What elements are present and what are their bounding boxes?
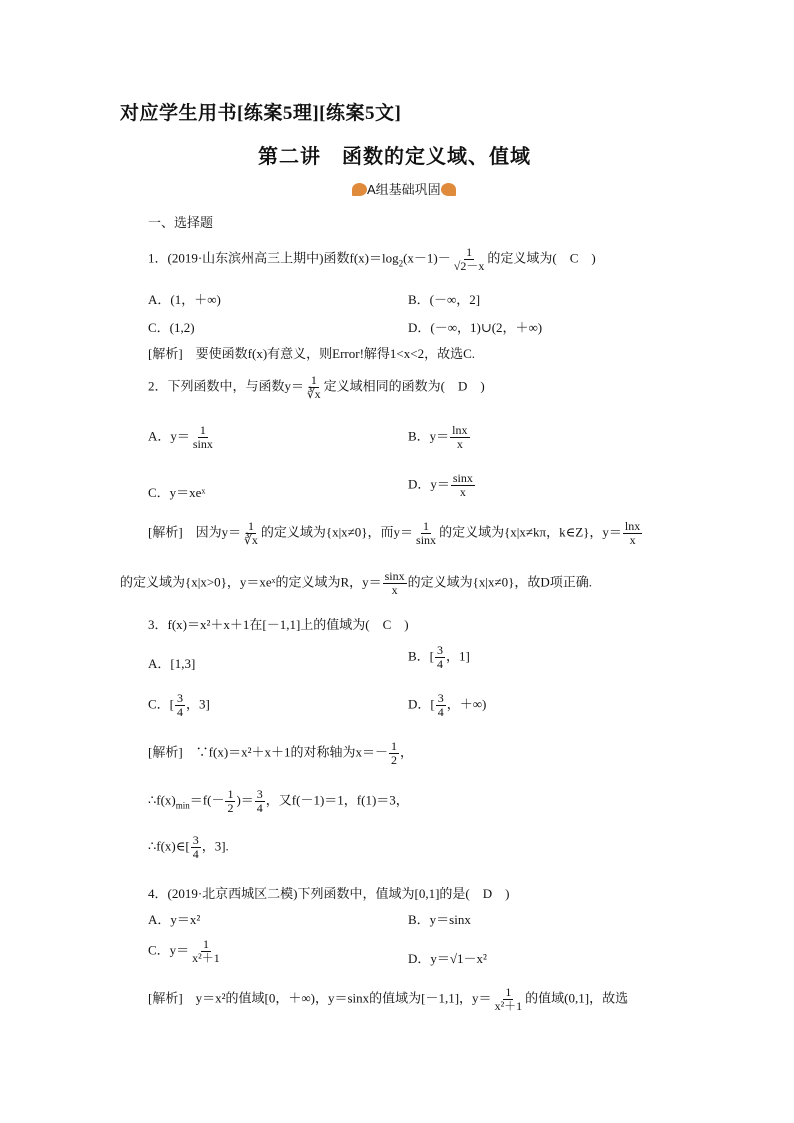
q1-option-d: D．(－∞，1)∪(2，＋∞) <box>408 320 543 335</box>
option-prefix: B．[ <box>408 648 435 664</box>
option-fraction <box>451 472 475 499</box>
q1-option-c: C．(1,2) <box>148 320 195 335</box>
q1-option-b: B．(－∞，2] <box>408 292 481 307</box>
q2-stem-text: 2．下列函数中，与函数y＝ <box>148 378 305 394</box>
analysis-fraction <box>414 520 438 547</box>
q3-option-b <box>408 644 470 671</box>
frac-num: 1 <box>202 937 209 951</box>
analysis-text: ∴f(x) <box>148 792 176 808</box>
frac-den: 4 <box>437 657 444 672</box>
frac-den: x²＋1 <box>192 951 220 966</box>
frac-num: 1 <box>466 245 473 259</box>
q2-option-a <box>148 424 216 451</box>
frac-den: x <box>629 533 636 548</box>
frac-den: x <box>456 437 463 452</box>
q4-analysis <box>148 986 628 1013</box>
analysis-text: ，3]. <box>201 838 229 854</box>
option-fraction <box>435 644 445 671</box>
frac-den: x <box>391 583 398 598</box>
analysis-text: [解析] ∵f(x)＝x²＋x＋1的对称轴为x＝－ <box>148 744 389 760</box>
q1-option-a: A．(1，＋∞) <box>148 292 221 307</box>
q4-option-b: B．y＝sinx <box>408 912 471 927</box>
q3-option-c <box>148 692 210 719</box>
analysis-fraction <box>191 834 201 861</box>
q4-option-a: A．y＝x² <box>148 912 201 927</box>
analysis-text: ，又f(－1)＝1，f(1)＝3， <box>265 792 409 808</box>
frac-num: 3 <box>256 787 263 801</box>
analysis-fraction <box>242 520 260 547</box>
frac-num: 3 <box>177 691 184 705</box>
frac-den: ∛x <box>307 387 321 402</box>
frac-num: 3 <box>437 643 444 657</box>
q1-stem-text: 1．(2019·山东滨州高三上期中)函数f(x)＝log <box>148 250 399 266</box>
analysis-text: [解析] y＝x²的值域[0，＋∞)，y＝sinx的值域为[－1,1]，y＝ <box>148 990 492 1006</box>
analysis-text: 的定义域为{x|x≠kπ，k∈Z}，y＝ <box>439 524 622 540</box>
option-fraction <box>190 938 222 965</box>
quote-left-icon <box>352 183 367 196</box>
frac-den: sinx <box>192 437 213 452</box>
option-prefix: B．y＝ <box>408 428 450 444</box>
analysis-fraction <box>493 986 525 1013</box>
frac-den: 2 <box>391 753 398 768</box>
option-fraction <box>175 692 185 719</box>
q1-stem-mid: (x－1)－ <box>403 250 451 266</box>
frac-den: √2－x <box>453 259 485 274</box>
frac-num: 1 <box>227 787 234 801</box>
q2-option-c: C．y＝xeˣ <box>148 485 206 500</box>
q2-analysis-line1 <box>148 520 643 547</box>
option-prefix: D．[ <box>408 696 435 712</box>
frac-den: 4 <box>437 705 444 720</box>
option-prefix: A．y＝ <box>148 428 190 444</box>
q2-stem-post: 定义域相同的函数为( D ) <box>323 378 485 394</box>
frac-den: sinx <box>416 533 437 548</box>
frac-num: lnx <box>624 519 641 533</box>
option-fraction <box>436 692 446 719</box>
option-prefix: D．y＝ <box>408 476 450 492</box>
frac-num: 1 <box>423 519 430 533</box>
q2-option-b <box>408 424 471 451</box>
page-header: 对应学生用书[练案5理][练案5文] <box>120 103 402 124</box>
frac-num: 1 <box>199 423 206 437</box>
q2-option-d <box>408 472 476 499</box>
q3-analysis-line2 <box>148 788 409 815</box>
analysis-fraction <box>225 788 235 815</box>
analysis-text: 的定义域为{x|x>0}，y＝xeˣ的定义域为R，y＝ <box>120 574 382 590</box>
section-heading: 一、选择题 <box>148 215 214 230</box>
q1-stem <box>148 246 596 273</box>
analysis-fraction <box>255 788 265 815</box>
q1-log-base: 2 <box>398 258 404 269</box>
q4-option-d: D．y＝√1－x² <box>408 951 487 966</box>
analysis-text: [解析] 因为y＝ <box>148 524 242 540</box>
q3-stem: 3．f(x)＝x²＋x＋1在[－1,1]上的值域为( C ) <box>148 617 409 632</box>
q4-option-c <box>148 938 223 965</box>
q1-stem-post: 的定义域为( C ) <box>487 250 596 266</box>
frac-num: sinx <box>452 471 473 485</box>
frac-num: 3 <box>437 691 444 705</box>
frac-num: lnx <box>452 423 468 437</box>
analysis-text: ， <box>400 744 414 760</box>
frac-num: 1 <box>310 373 317 387</box>
frac-den: x²＋1 <box>494 999 523 1014</box>
option-fraction <box>450 424 469 451</box>
analysis-text: 的定义域为{x|x≠0}，而y＝ <box>260 524 414 540</box>
frac-num: 1 <box>391 739 398 753</box>
q1-fraction <box>452 246 487 273</box>
analysis-fraction <box>623 520 642 547</box>
analysis-text: 的定义域为{x|x≠0}，故D项正确. <box>407 574 592 590</box>
option-fraction <box>191 424 215 451</box>
group-badge <box>352 179 456 198</box>
q3-analysis-line3 <box>148 834 229 861</box>
q3-option-a: A．[1,3] <box>148 656 196 671</box>
q2-stem <box>148 374 485 401</box>
frac-den: x <box>459 485 466 500</box>
q3-analysis-line1 <box>148 740 413 767</box>
analysis-text: ∴f(x)∈[ <box>148 838 190 854</box>
option-suffix: ，3] <box>186 696 210 712</box>
frac-den: 2 <box>227 801 234 816</box>
group-label: A组基础巩固 <box>367 182 441 197</box>
option-suffix: ，＋∞) <box>446 696 487 712</box>
frac-den: 4 <box>256 801 263 816</box>
q2-analysis-line2 <box>120 570 592 597</box>
analysis-text: ＝f(－ <box>189 792 225 808</box>
frac-num: 3 <box>192 833 199 847</box>
analysis-text: 的值域(0,1]，故选 <box>525 990 629 1006</box>
frac-num: 1 <box>248 519 254 533</box>
frac-num: 1 <box>505 985 512 999</box>
analysis-text: )＝ <box>236 792 254 808</box>
q3-option-d <box>408 692 486 719</box>
frac-den: 4 <box>177 705 184 720</box>
option-prefix: C．[ <box>148 696 175 712</box>
q4-stem: 4．(2019·北京西城区二模)下列函数中，值域为[0,1]的是( D ) <box>148 886 510 901</box>
quote-right-icon <box>441 183 456 196</box>
frac-num: sinx <box>384 569 405 583</box>
q1-analysis: [解析] 要使函数f(x)有意义，则Error!解得1<x<2，故选C. <box>148 346 475 361</box>
analysis-fraction <box>389 740 399 767</box>
q2-fraction <box>305 374 323 401</box>
frac-den: 4 <box>192 847 199 862</box>
min-subscript: min <box>175 800 190 811</box>
analysis-fraction <box>383 570 407 597</box>
option-prefix: C．y＝ <box>148 942 190 958</box>
page-title: 第二讲 函数的定义域、值域 <box>258 146 531 168</box>
option-suffix: ，1] <box>446 648 470 664</box>
frac-den: ∛x <box>244 533 258 548</box>
